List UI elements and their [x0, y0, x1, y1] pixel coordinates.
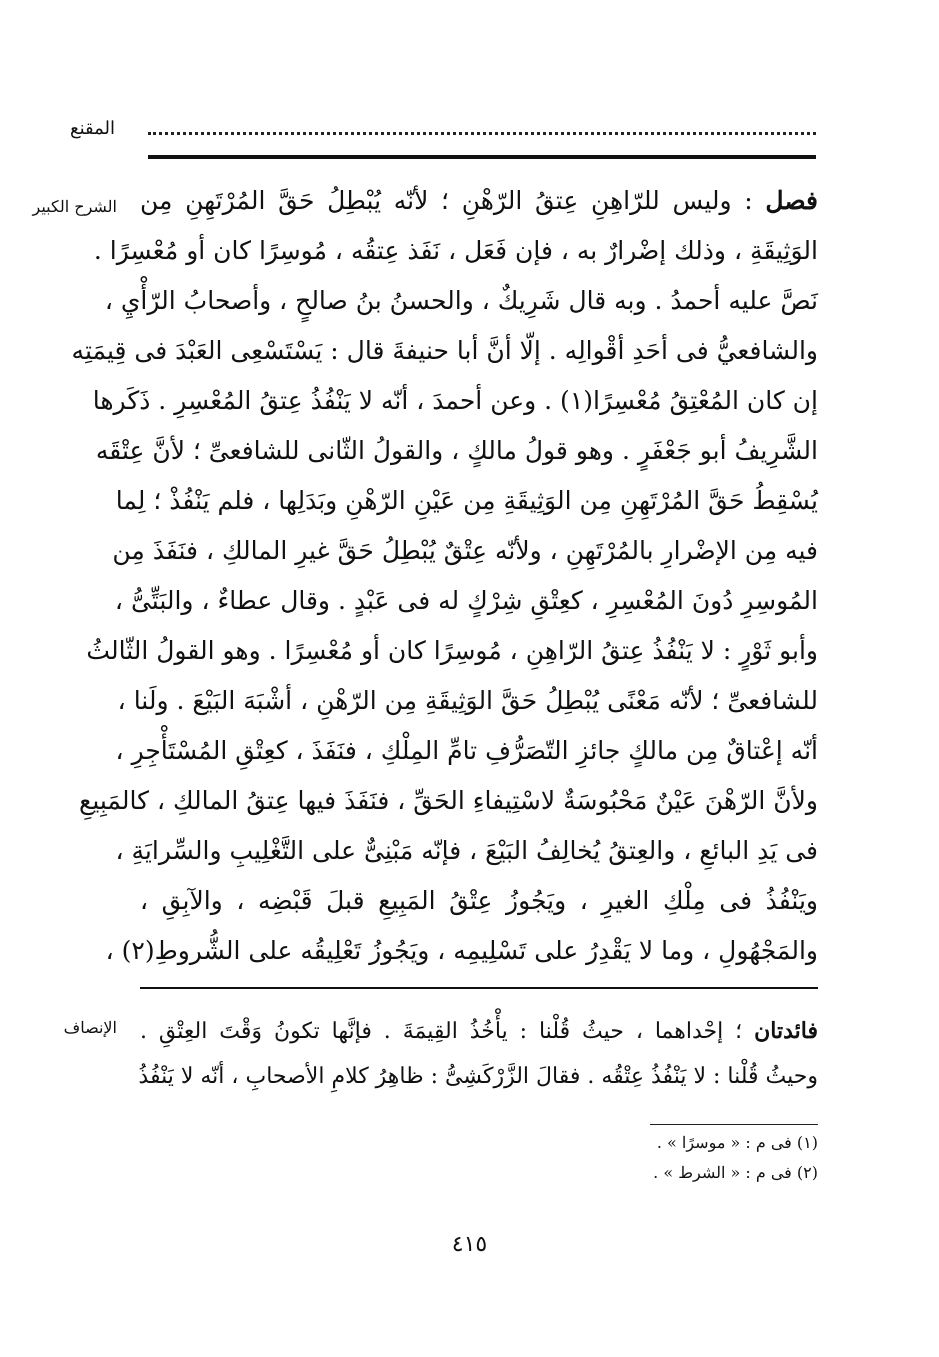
text-line: والمَجْهُولِ ، وما لا يَقْدِرُ على تَسْلِيمِه ، ويَجُوزُ تَعْلِيقُه على الشُّروطِ(٢) ، [105, 936, 818, 965]
text-line-content: : وليس للرّاهِنِ عِتقُ الرّهْنِ ؛ لأنّه يُبْطِلُ حَقَّ المُرْتَهِنِ مِن [140, 186, 753, 215]
text-line: وحيثُ قُلْنا : لا يَنْفُذُ عِتْقُه . فقالَ الزَّرْكَشِىُّ : ظاهِرُ كلامِ الأصحابِ ، أنّه لا يَنْفُذُ [138, 1064, 818, 1089]
text-line: المُوسِرِ دُونَ المُعْسِرِ ، كعِتْقِ شِرْكٍ له فى عَبْدٍ . وقال عطاءٌ ، والبَتِّىُّ ، [114, 586, 818, 615]
running-header-title: المقنع [69, 118, 115, 139]
text-line [140, 176, 818, 226]
footnote-rule [650, 1124, 818, 1125]
text-line: الشَّرِيفُ أبو جَعْفَرٍ . وهو قولُ مالكٍ ، والقولُ الثّانى للشافعىِّ ؛ لأنَّ عِتْقَه [95, 436, 818, 465]
text-line: للشافعىِّ ؛ لأنّه مَعْنًى يُبْطِلُ حَقَّ الوَثِيقَةِ مِن الرّهْنِ ، أشْبَهَ البَيْعَ . ولَنا ، [117, 686, 818, 715]
text-line: الوَثِيقَةِ ، وذلك إضْرارٌ به ، فإن فَعَل ، نَفَذ عِتقُه ، مُوسِرًا كان أو مُعْسِرًا . [93, 236, 818, 265]
header-rule [148, 155, 816, 159]
section-label-insaf: الإنصاف [63, 1018, 117, 1037]
footnotes [500, 1128, 818, 1188]
section-label-sharh: الشرح الكبير [32, 197, 117, 216]
text-line: نَصَّ عليه أحمدُ . وبه قال شَرِيكٌ ، والحسنُ بنُ صالحٍ ، وأصحابُ الرّأْيِ ، [104, 286, 818, 315]
page-number: ٤١٥ [451, 1232, 488, 1257]
header-dotted-rule [148, 120, 816, 135]
insaf-heading: فائدتان [754, 1018, 818, 1044]
text-line [140, 1008, 818, 1054]
insaf-text [140, 1008, 818, 1100]
text-line: وأبو ثَوْرٍ : لا يَنْفُذُ عِتقُ الرّاهِنِ ، مُوسِرًا كان أو مُعْسِرًا . وهو القولُ الثّالثُ [86, 636, 818, 665]
text-line: فيه مِن الإضْرارِ بالمُرْتَهِنِ ، ولأنّه عِتْقٌ يُبْطِلُ حَقَّ غيرِ المالكِ ، فنَفَذَ مِن [112, 536, 818, 565]
text-line: إن كان المُعْتِقُ مُعْسِرًا(١) . وعن أحمدَ ، أنّه لا يَنْفُذُ عِتقُ المُعْسِرِ . ذَكَرها [92, 386, 818, 415]
footnote: (١) فى م : « موسرًا » . [656, 1133, 818, 1152]
section-heading: فصل [765, 186, 818, 215]
text-line: فى يَدِ البائعِ ، والعِتقُ يُخالِفُ البَيْعَ ، فإنّه مَبْنِىٌّ على التَّغْلِيبِ والسِّرايَةِ ، [115, 836, 818, 865]
footnote: (٢) فى م : « الشرط » . [653, 1163, 818, 1182]
text-line: أنّه إعْتاقٌ مِن مالكٍ جائزِ التّصَرُّفِ تامِّ المِلْكِ ، فنَفَذَ ، كعِتْقِ المُسْتَأْجِرِ ، [115, 736, 818, 765]
text-line-content: ؛ إحْداهما ، حيثُ قُلْنا : يأْخُذُ القِيمَةَ . فإنَّها تكونُ وَقْتَ العِتْقِ . [140, 1019, 743, 1044]
text-line: يُسْقِطُ حَقَّ المُرْتَهِنِ مِن الوَثِيقَةِ مِن عَيْنِ الرّهْنِ وبَدَلِها ، فلم يَنْفُذْ ؛ لِما [115, 486, 818, 515]
text-line: ولأنَّ الرّهْنَ عَيْنٌ مَحْبُوسَةٌ لاسْتِيفاءِ الحَقِّ ، فنَفَذَ فيها عِتقُ المالكِ ، كالمَبِيعِ [79, 786, 818, 815]
section-divider [140, 987, 818, 989]
text-line: ويَنْفُذُ فى مِلْكِ الغيرِ ، ويَجُوزُ عِتْقُ المَبِيعِ قبلَ قَبْضِه ، والآبِقِ ، [140, 886, 818, 915]
text-line: والشافعيُّ فى أحَدِ أقْوالِه . إلّا أنَّ أبا حنيفةَ قال : يَسْتَسْعِى العَبْدَ فى قِيمَتِه [71, 336, 818, 365]
